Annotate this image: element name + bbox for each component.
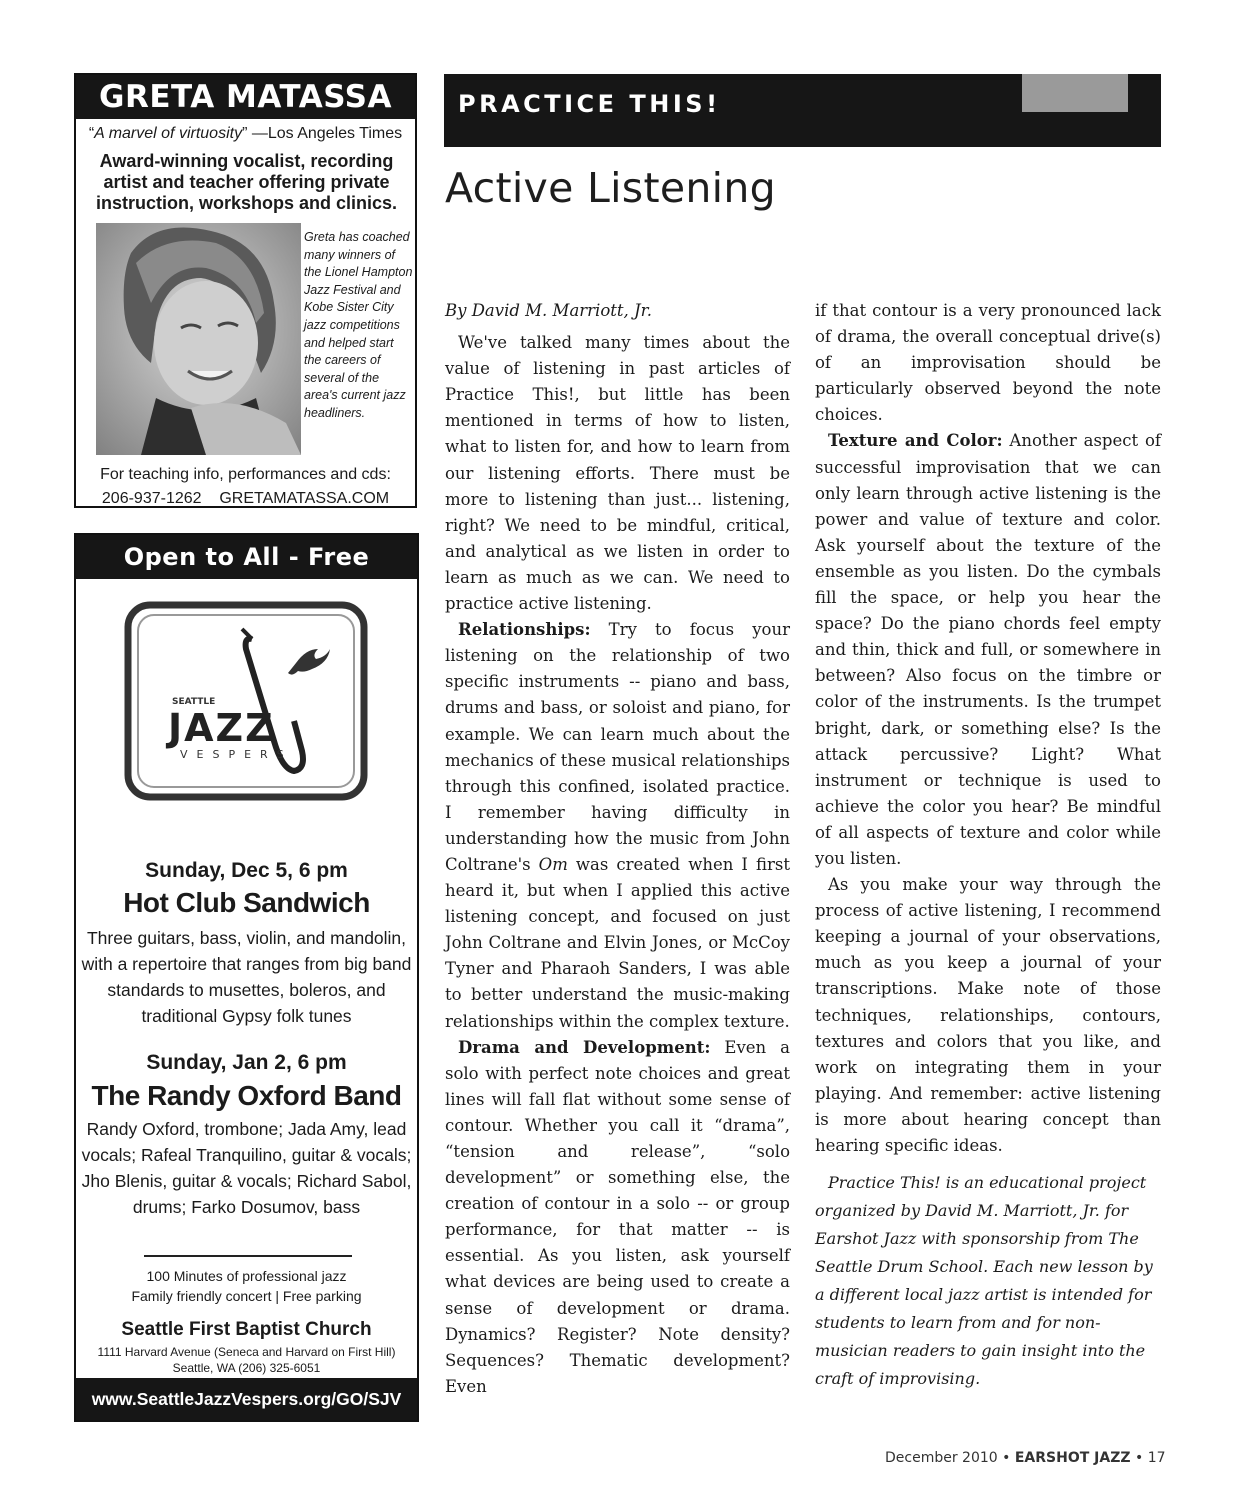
church-name: Seattle First Baptist Church (121, 1319, 372, 1340)
publication-name: EARSHOT JAZZ (1014, 1450, 1131, 1466)
jazz-vespers-ad (74, 533, 419, 1422)
page-number: 17 (1147, 1450, 1166, 1466)
logo-vespers-text: VESPERS (180, 748, 293, 761)
phone-number: 206-937-1262 (101, 490, 202, 507)
event2-date: Sunday, Jan 2, 6 pm (146, 1051, 347, 1074)
paragraph-relationships: Relationships: Try to focus your listening on the relationship of two specific instruments -- piano and bass, drums and bass, or soloist and piano, for example. We can learn much about the mechanics of these musical relationships through this confined, isolated practice. I remember having difficulty in understanding how the music from John Coltrane's Om was created when I first heard it, but when I applied this active listening concept, and focused on just John Coltrane and Elvin Jones, or McCoy Tyner and Pharaoh Sanders, I was able to better understand the music-making relationships within the complex texture. (445, 620, 790, 1031)
ad-contact (76, 463, 415, 511)
website-link[interactable]: www.SeattleJazzVespers.org/GO/SJV (76, 1378, 417, 1420)
article-column-1 (445, 298, 790, 1400)
event2-description: Randy Oxford, trombone; Jada Amy, lead vocals; Rafeal Tranquilino, guitar & vocals; Jho Blenis, guitar & vocals; Richard Sabol, drums; Farko Dosumov, bass (81, 1119, 412, 1217)
info-line-1: 100 Minutes of professional jazz (146, 1268, 347, 1284)
ad-header: GRETA MATASSA (76, 75, 415, 119)
divider (144, 1255, 352, 1257)
section-label: PRACTICE THIS! (458, 90, 721, 118)
event1-description: Three guitars, bass, violin, and mandolin, with a repertoire that ranges from big band standards to musettes, boleros, and traditional Gypsy folk tunes (81, 928, 412, 1026)
quote-text: A marvel of virtuosity (94, 125, 243, 142)
song-title: Om (538, 854, 568, 874)
article-column-2 (815, 298, 1161, 1393)
paragraph-conclusion: As you make your way through the process of active listening, I recommend keeping a journal of your observations, much as you keep a journal of your transcriptions. Make note of those techniques, relationships, contours, textures and colors that you like, and work on integrating them in your playing. And remember: active listening is more about hearing concept than hearing specific ideas. (815, 875, 1161, 1155)
ad-caption: Greta has coached many winners of the Lionel Hampton Jazz Festival and Kobe Sister City jazz competitions and helped start the careers of several of the area's current jazz headliners. (304, 230, 413, 420)
subhead-drama: Drama and Development: (458, 1037, 711, 1057)
teach-label: For teaching info, performances and cds: (100, 466, 391, 483)
church-city-phone: Seattle, WA (206) 325-6051 (172, 1361, 321, 1375)
subhead-texture: Texture and Color: (828, 431, 1003, 451)
website-link[interactable]: GRETAMATASSA.COM (219, 490, 390, 507)
paragraph-drama: Drama and Development: Even a solo with perfect note choices and great lines will fall flat without some sense of contour. Whether you call it “drama”, “tension and release”, “solo development” or something else, the creation of contour in a solo -- or group performance, for that matter -- is essential. As you listen, ask yourself what devices are being used to create a sense of development or drama. Dynamics? Register? Note density? Sequences? Thematic development? Even (445, 1037, 790, 1396)
article-title: Active Listening (445, 164, 776, 212)
info-line-2: Family friendly concert | Free parking (131, 1288, 362, 1304)
section-banner (444, 74, 1161, 147)
page-footer: December 2010 • EARSHOT JAZZ • 17 (885, 1450, 1166, 1466)
sponsor-note: Practice This! is an educational project organized by David M. Marriott, Jr. for Earshot Jazz with sponsorship from The Seattle Drum School. Each new lesson by a different local jazz artist is intended for students to learn from and for non-musician readers to gain insight into the craft of improvising. (815, 1173, 1153, 1389)
subhead-relationships: Relationships: (458, 620, 591, 640)
byline: By David M. Marriott, Jr. (445, 301, 652, 320)
paragraph-texture: Texture and Color: Another aspect of successful improvisation that we can only learn through active listening is the power and value of texture and color. Ask yourself about the texture of the ensemble as you listen. Do the cymbals fill the space, or help you hear the space? Do the piano chords feel empty and thin, thick and full, or somewhere in between? Also focus on the timbre or color of the instruments. Is the trumpet bright, dark, or something else? Is the attack percussive? Light? What instrument or technique is used to achieve the color you hear? Be mindful of all aspects of texture and color while you listen. (815, 431, 1161, 868)
contact-line (76, 487, 415, 511)
event1-date: Sunday, Dec 5, 6 pm (145, 859, 348, 882)
issue-date: December 2010 (885, 1450, 998, 1466)
ad-award-text: Award-winning vocalist, recording artist and teacher offering private instruction, workshops and clinics. (95, 151, 398, 213)
quote-source: —Los Angeles Times (251, 125, 403, 142)
ad-quote: “A marvel of virtuosity” —Los Angeles Times (88, 125, 403, 142)
logo-seattle-text: SEATTLE (172, 697, 216, 707)
paragraph-intro: We've talked many times about the value of listening in past articles of Practice This!, but little has been mentioned in terms of how to listen, what to listen for, and how to learn from our listening efforts. There must be more to listening than just... listening, right? We need to be mindful, critical, and analytical as we listen in order to learn as much as we can. We need to practice active listening. (445, 333, 790, 614)
event1-band: Hot Club Sandwich (123, 887, 370, 918)
banner-gray-block (1022, 74, 1128, 112)
paragraph-drama-continued: if that contour is a very pronounced lack of drama, the overall conceptual drive(s) of an improvisation should be particularly observed beyond the note choices. (815, 301, 1161, 425)
seattle-jazz-vespers-logo (124, 601, 368, 801)
ad-header: Open to All - Free (76, 535, 417, 579)
event2-band: The Randy Oxford Band (91, 1080, 402, 1111)
church-address: 1111 Harvard Avenue (Seneca and Harvard on First Hill) (97, 1345, 396, 1359)
greta-photo (96, 223, 301, 455)
greta-matassa-ad (74, 73, 417, 508)
logo-jazz-text: JAZZ (168, 706, 275, 750)
